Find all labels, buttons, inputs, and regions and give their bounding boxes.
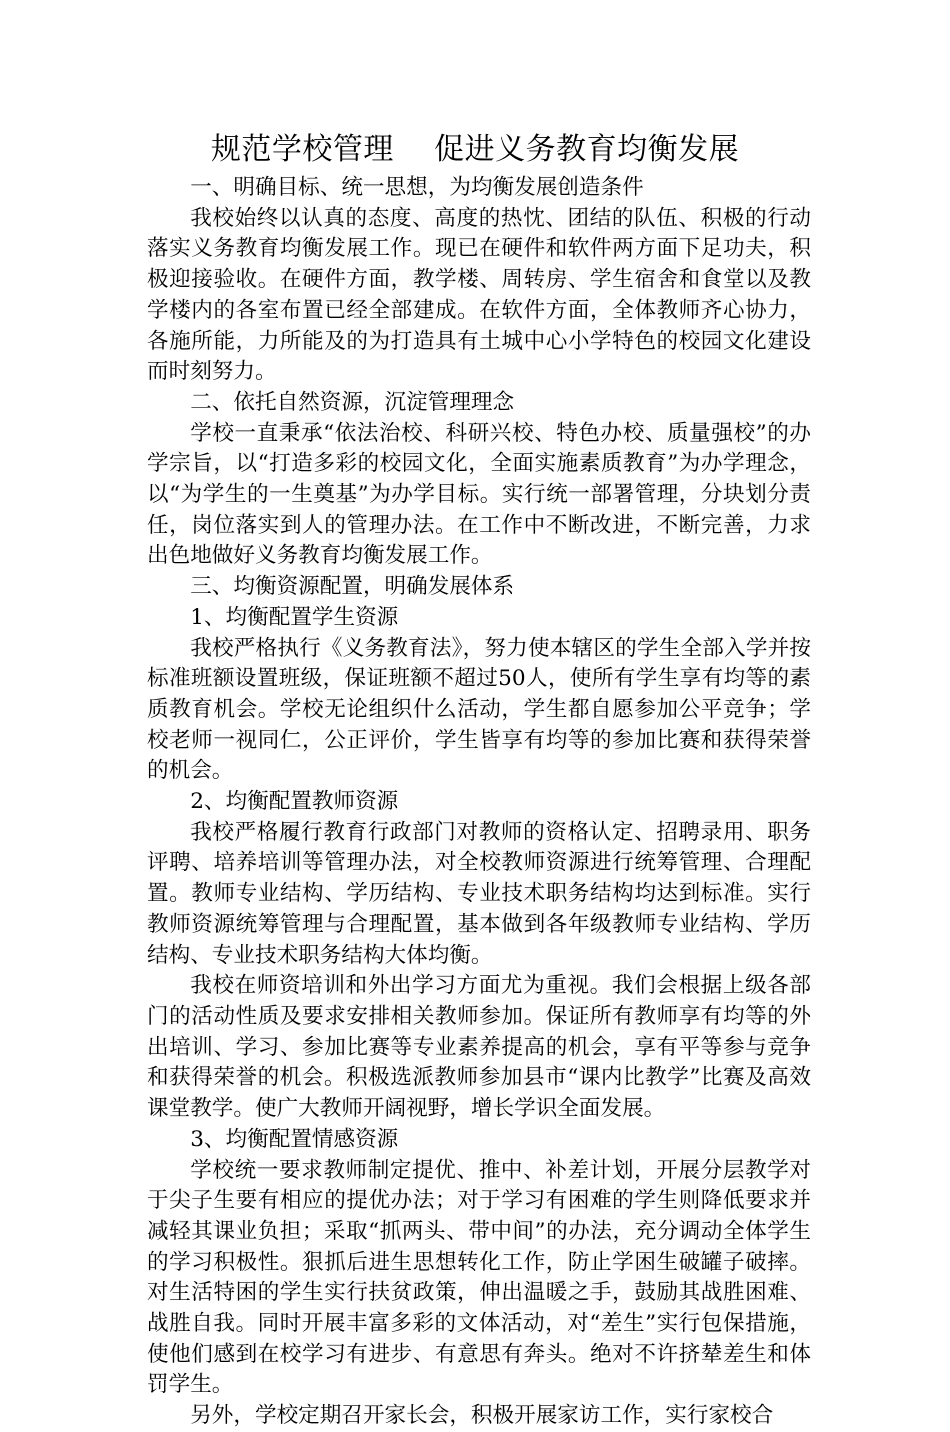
- paragraph: 我校在师资培训和外出学习方面尤为重视。我们会根据上级各部门的活动性质及要求安排相关教师参加。保证所有教师享有均等的外出培训、学习、参加比赛等专业素养提高的机会，享有平等参与竞争和获得荣誉的机会。积极选派教师参加县市“课内比教学”比赛及高效课堂教学。使广大教师开阔视野，增长学识全面发展。: [147, 973, 811, 1122]
- section-heading: 三、均衡资源配置，明确发展体系: [190, 574, 515, 600]
- paragraph: 学校统一要求教师制定提优、推中、补差计划，开展分层教学对于尖子生要有相应的提优办法；对于学习有困难的学生则降低要求并减轻其课业负担；采取“抓两头、带中间”的办法，充分调动全体学生的学习积极性。狠抓后进生思想转化工作，防止学困生破罐子破摔。对生活特困的学生实行扶贫政策，伸出温暖之手，鼓励其战胜困难、战胜自我。同时开展丰富多彩的文体活动，对“差生”实行包保措施，使他们感到在校学习有进步、有意思有奔头。绝对不许挤辇差生和体罚学生。: [147, 1157, 811, 1398]
- section-heading: 1、均衡配置学生资源: [190, 604, 399, 630]
- section-heading: 二、依托自然资源，沉淀管理理念: [190, 389, 515, 415]
- paragraph: 我校始终以认真的态度、高度的热忱、团结的队伍、积极的行动落实义务教育均衡发展工作。现已在硬件和软件两方面下足功夫，积极迎接验收。在硬件方面，教学楼、周转房、学生宿舍和食堂以及教学楼内的各室布置已经全部建成。在软件方面，全体教师齐心协力，各施所能，力所能及的为打造具有土城中心小学特色的校园文化建设而时刻努力。: [147, 205, 811, 385]
- paragraph: 另外，学校定期召开家长会，积极开展家访工作，实行家校合: [190, 1403, 774, 1429]
- document-title: 规范学校管理 促进义务教育均衡发展: [210, 132, 740, 167]
- section-heading: 一、明确目标、统一思想，为均衡发展创造条件: [190, 175, 644, 200]
- section-heading: 3、均衡配置情感资源: [190, 1126, 399, 1152]
- paragraph: 我校严格执行《义务教育法》，努力使本辖区的学生全部入学并按标准班额设置班级，保证班额不超过50人，使所有学生享有均等的素质教育机会。学校无论组织什么活动，学生都自愿参加公平竞争；学校老师一视同仁，公正评价，学生皆享有均等的参加比赛和获得荣誉的机会。: [147, 635, 811, 784]
- paragraph: 我校严格履行教育行政部门对教师的资格认定、招聘录用、职务评聘、培养培训等管理办法，对全校教师资源进行统筹管理、合理配置。教师专业结构、学历结构、专业技术职务结构均达到标准。实行教师资源统筹管理与合理配置，基本做到各年级教师专业结构、学历结构、专业技术职务结构大体均衡。: [147, 819, 811, 968]
- paragraph: 学校一直秉承“依法治校、科研兴校、特色办校、质量强校”的办学宗旨，以“打造多彩的校园文化，全面实施素质教育”为办学理念，以“为学生的一生奠基”为办学目标。实行统一部署管理，分块划分责任，岗位落实到人的管理办法。在工作中不断改进，不断完善，力求出色地做好义务教育均衡发展工作。: [147, 420, 811, 569]
- document-body: [147, 173, 811, 1432]
- section-heading: 2、均衡配置教师资源: [190, 789, 399, 815]
